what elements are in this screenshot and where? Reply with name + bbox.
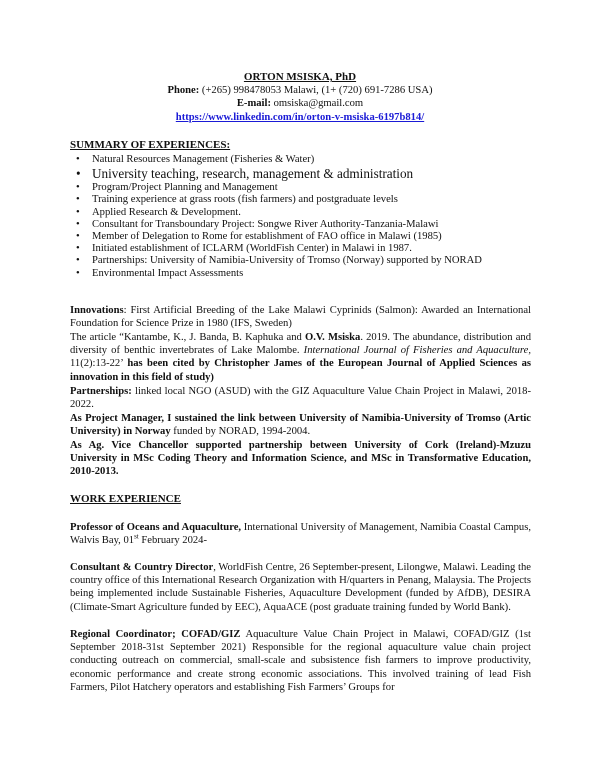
list-item: • Initiated establishment of ICLARM (WorldFish Center) in Malawi in 1987. [70, 243, 530, 255]
list-item: • Member of Delegation to Rome for establishment of FAO office in Malawi (1985) [70, 231, 530, 243]
regional-coordinator-text: Aquaculture Value Chain Project in Malawi, COFAD/GIZ (1st September 2018-31st September 2021) Responsible for the regional aquaculture value chain project conducting outreach on commercial, small-scale and subsistence fish farmers to improve productivity, economic performance and create strong economic associations. This involved training of lead Fish Farmers, Pilot Hatchery operators and establishing Fish Farmers’ Groups for [70, 629, 531, 693]
email-label: E-mail: [236, 98, 271, 110]
project-manager-bold: As Project Manager, I sustained the link between University of Namibia-University of Tromso (Artic University) in Norway [70, 413, 531, 438]
list-item: • Training experience at grass roots (fish farmers) and postgraduate levels [70, 194, 530, 206]
article-text: The article “Kantambe, K., J. Banda, B. Kaphuka and [70, 332, 305, 343]
innovations-paragraph [70, 304, 531, 330]
vice-chancellor-paragraph [70, 439, 531, 479]
professor-text: International University of Management, Namibia Coastal Campus, Walvis Bay, 01 [70, 522, 531, 547]
country-director-text: , WorldFish Centre, 26 September-present, Lilongwe, Malawi. Leading the country office of this International Research Organization with H/quarters in Penang, Malaysia. The Projects being implemented include Sustainable Fisheries, Aquaculture Development (funded by AfDB), DESIRA (Climate-Smart Agriculture funded by EEC), AquaACE (post graduate training funded by World Bank). [70, 562, 531, 613]
country-director-role: Consultant & Country Director [70, 562, 214, 573]
summary-list [70, 154, 530, 280]
article-citation: has been cited by Christopher James of the European Journal of Applied Sciences as innovation in this field of study) [70, 358, 531, 383]
phone-label: Phone: [167, 85, 200, 97]
article-text: . 2019. The abundance, distribution and diversity of benthic invertebrates of Lake Malombe. [70, 332, 531, 357]
country-director-entry [70, 561, 531, 614]
project-manager-text: funded by NORAD, 1994-2004. [170, 426, 311, 438]
article-author: O.V. Msiska [304, 332, 361, 343]
article-text: 11(2):13-22’ [70, 358, 128, 370]
list-item: • Natural Resources Management (Fisheries & Water) [70, 154, 530, 166]
contact-header [0, 71, 600, 124]
professor-text: February 2024- [138, 535, 208, 547]
vice-chancellor-text: As Ag. Vice Chancellor supported partnership between University of Cork (Ireland)-Mzuzu University in MSc Coding Theory and Information Science, and MSc in Transformative Education, 2010-2013. [70, 440, 531, 478]
partnerships-text: linked local NGO (ASUD) with the GIZ Aquaculture Value Chain Project in Malawi, 2018-2022. [70, 386, 531, 411]
innovations-text: : First Artificial Breeding of the Lake Malawi Cyprinids (Salmon): Awarded an International Foundation for Science Prize in 1980 (IFS, Sweden) [70, 305, 531, 330]
phone-value: (+265) 998478053 Malawi, (1+ (720) 691-7286 USA) [199, 85, 433, 97]
professor-role: Professor of Oceans and Aquaculture, [70, 522, 242, 533]
list-item: • Consultant for Transboundary Project: Songwe River Authority-Tanzania-Malawi [70, 219, 530, 231]
phone-line [0, 84, 600, 97]
list-item: • Applied Research & Development. [70, 207, 530, 219]
email-value: omsiska@gmail.com [270, 98, 364, 110]
ordinal-suffix: st [134, 532, 139, 541]
regional-coordinator-entry [70, 628, 531, 694]
journal-name: International Journal of Fisheries and Aquaculture, [303, 345, 531, 357]
person-name: ORTON MSISKA, PhD [243, 71, 357, 83]
partnerships-label: Partnerships: [70, 386, 132, 397]
regional-coordinator-role: Regional Coordinator; COFAD/GIZ [70, 629, 241, 640]
list-item: • Program/Project Planning and Management [70, 182, 530, 194]
partnerships-paragraph [70, 385, 531, 411]
list-item: • University teaching, research, management & administration [70, 166, 530, 182]
list-item: • Partnerships: University of Namibia-University of Tromso (Norway) supported by NORAD [70, 255, 530, 267]
work-experience-heading: WORK EXPERIENCE [70, 493, 181, 505]
innovations-label: Innovations [70, 305, 124, 316]
project-manager-paragraph [70, 412, 531, 438]
article-paragraph [70, 331, 531, 384]
professor-entry [70, 521, 531, 547]
email-line [0, 97, 600, 110]
summary-heading: SUMMARY OF EXPERIENCES: [70, 139, 231, 151]
linkedin-link[interactable]: https://www.linkedin.com/in/orton-v-msiska-6197b814/ [175, 111, 425, 123]
list-item: • Environmental Impact Assessments [70, 268, 530, 280]
